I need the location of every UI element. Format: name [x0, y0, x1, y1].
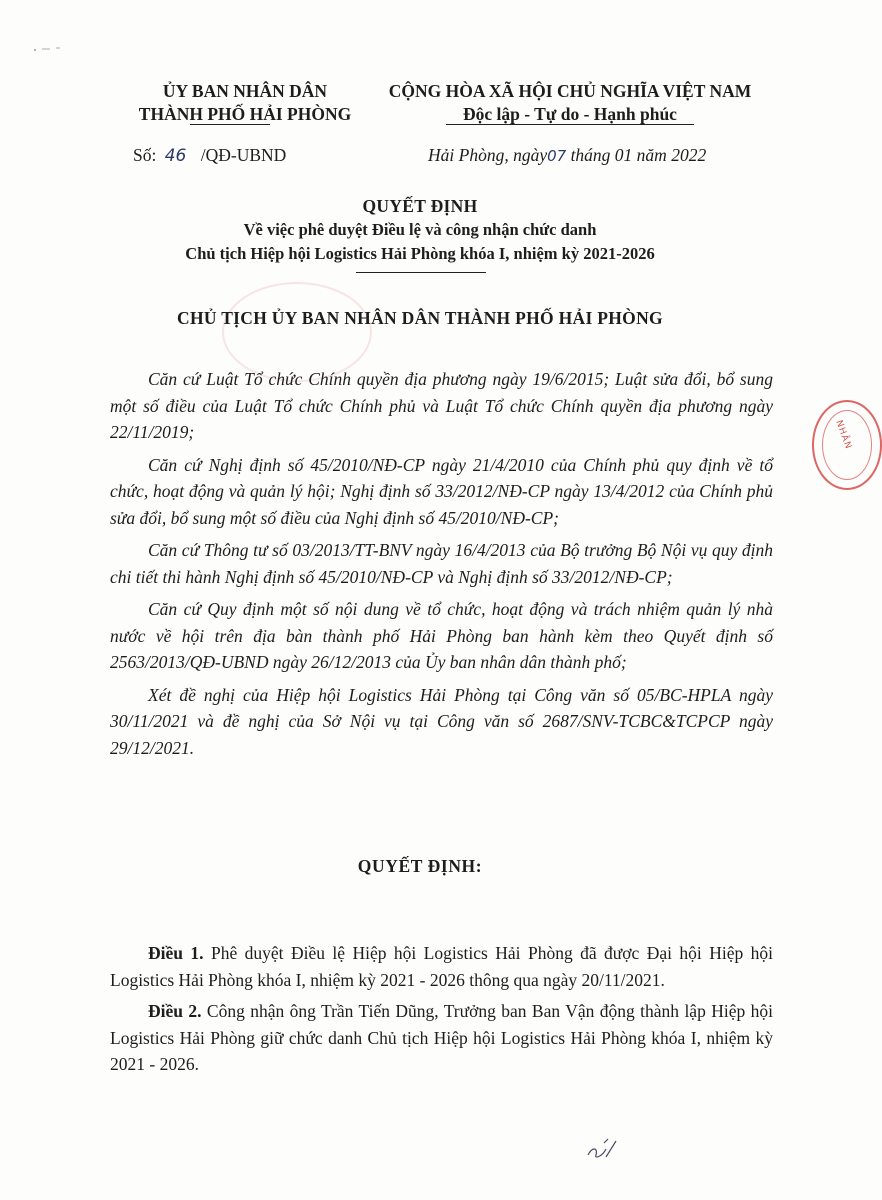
national-motto-header — [360, 80, 780, 126]
legal-basis-item: Căn cứ Luật Tổ chức Chính quyền địa phương ngày 19/6/2015; Luật sửa đổi, bổ sung một số điều của Luật Tổ chức Chính phủ và Luật Tổ chức Chính quyền địa phương ngày 22/11/2019; — [110, 369, 773, 442]
document-number-suffix: /QĐ-UBND — [200, 145, 287, 165]
article-2-text: Công nhận ông Trần Tiến Dũng, Trưởng ban Ban Vận động thành lập Hiệp hội Logistics Hải Phòng giữ chức danh Chủ tịch Hiệp hội Logistics Hải Phòng khóa I, nhiệm kỳ 2021 - 2026. — [110, 1001, 774, 1074]
scan-specks — [30, 40, 90, 60]
article-2 — [110, 998, 773, 1078]
issuing-agency-underline — [190, 124, 270, 125]
red-seal-text: NHÂN — [833, 419, 854, 451]
issuing-agency-line2: THÀNH PHỐ HẢI PHÒNG — [138, 104, 352, 124]
document-number — [133, 145, 286, 166]
article-2-label: Điều 2. — [148, 1001, 202, 1021]
national-name: CỘNG HÒA XÃ HỘI CHỦ NGHĨA VIỆT NAM — [388, 81, 752, 101]
article-1-text: Phê duyệt Điều lệ Hiệp hội Logistics Hải Phòng đã được Đại hội Hiệp hội Logistics Hải Phòng khóa I, nhiệm kỳ 2021 - 2026 thông qua ngày 20/11/2021. — [110, 943, 774, 990]
title-rule — [356, 272, 486, 273]
legal-basis-item: Căn cứ Thông tư số 03/2013/TT-BNV ngày 16/4/2013 của Bộ trưởng Bộ Nội vụ quy định chi tiết thi hành Nghị định số 45/2010/NĐ-CP và Nghị định số 33/2012/NĐ-CP; — [110, 540, 773, 587]
document-subtitle-line2: Chủ tịch Hiệp hội Logistics Hải Phòng khóa I, nhiệm kỳ 2021-2026 — [185, 244, 655, 263]
document-number-handwritten: 46 — [164, 146, 187, 166]
national-motto-underline — [446, 124, 694, 125]
issuing-agency-header — [95, 80, 395, 126]
document-subtitle-line1: Về việc phê duyệt Điều lệ và công nhận chức danh — [243, 220, 597, 239]
legal-basis-item: Căn cứ Nghị định số 45/2010/NĐ-CP ngày 21/4/2010 của Chính phủ quy định về tổ chức, hoạt động và quản lý hội; Nghị định số 33/2012/NĐ-CP ngày 13/4/2012 của Chính phủ sửa đổi, bổ sung một số điều của Nghị định số 45/2010/NĐ-CP; — [110, 454, 773, 528]
document-date-suffix: tháng 01 năm 2022 — [566, 145, 707, 165]
document-date-prefix: Hải Phòng, ngày — [428, 145, 548, 165]
document-title: QUYẾT ĐỊNH — [362, 196, 478, 216]
document-number-prefix: Số: — [133, 145, 157, 165]
red-seal-stamp — [812, 400, 882, 490]
legal-basis-item: Căn cứ Quy định một số nội dung về tổ chức, hoạt động và trách nhiệm quản lý nhà nước về hội trên địa bàn thành phố Hải Phòng ban hành kèm theo Quyết định số 2563/2013/QĐ-UBND ngày 26/12/2013 của Ủy ban nhân dân thành phố; — [110, 599, 773, 672]
issuing-agency-line1: ỦY BAN NHÂN DÂN — [162, 81, 328, 101]
legal-basis-section — [110, 366, 773, 767]
legal-basis-item: Xét đề nghị của Hiệp hội Logistics Hải Phòng tại Công văn số 05/BC-HPLA ngày 30/11/2021 và đề nghị của Sở Nội vụ tại Công văn số 2687/SNV-TCBC&TCPCP ngày 29/12/2021. — [110, 684, 773, 758]
articles-section — [110, 940, 773, 1083]
issuing-authority: CHỦ TỊCH ỦY BAN NHÂN DÂN THÀNH PHỐ HẢI PHÒNG — [177, 308, 663, 328]
document-date — [428, 145, 706, 166]
article-1 — [110, 940, 773, 993]
document-date-day-handwritten: 07 — [547, 147, 567, 165]
decision-heading: QUYẾT ĐỊNH: — [357, 856, 483, 876]
article-1-label: Điều 1. — [148, 943, 204, 963]
handwritten-initial-icon — [580, 1135, 620, 1165]
national-motto: Độc lập - Tự do - Hạnh phúc — [463, 104, 677, 124]
